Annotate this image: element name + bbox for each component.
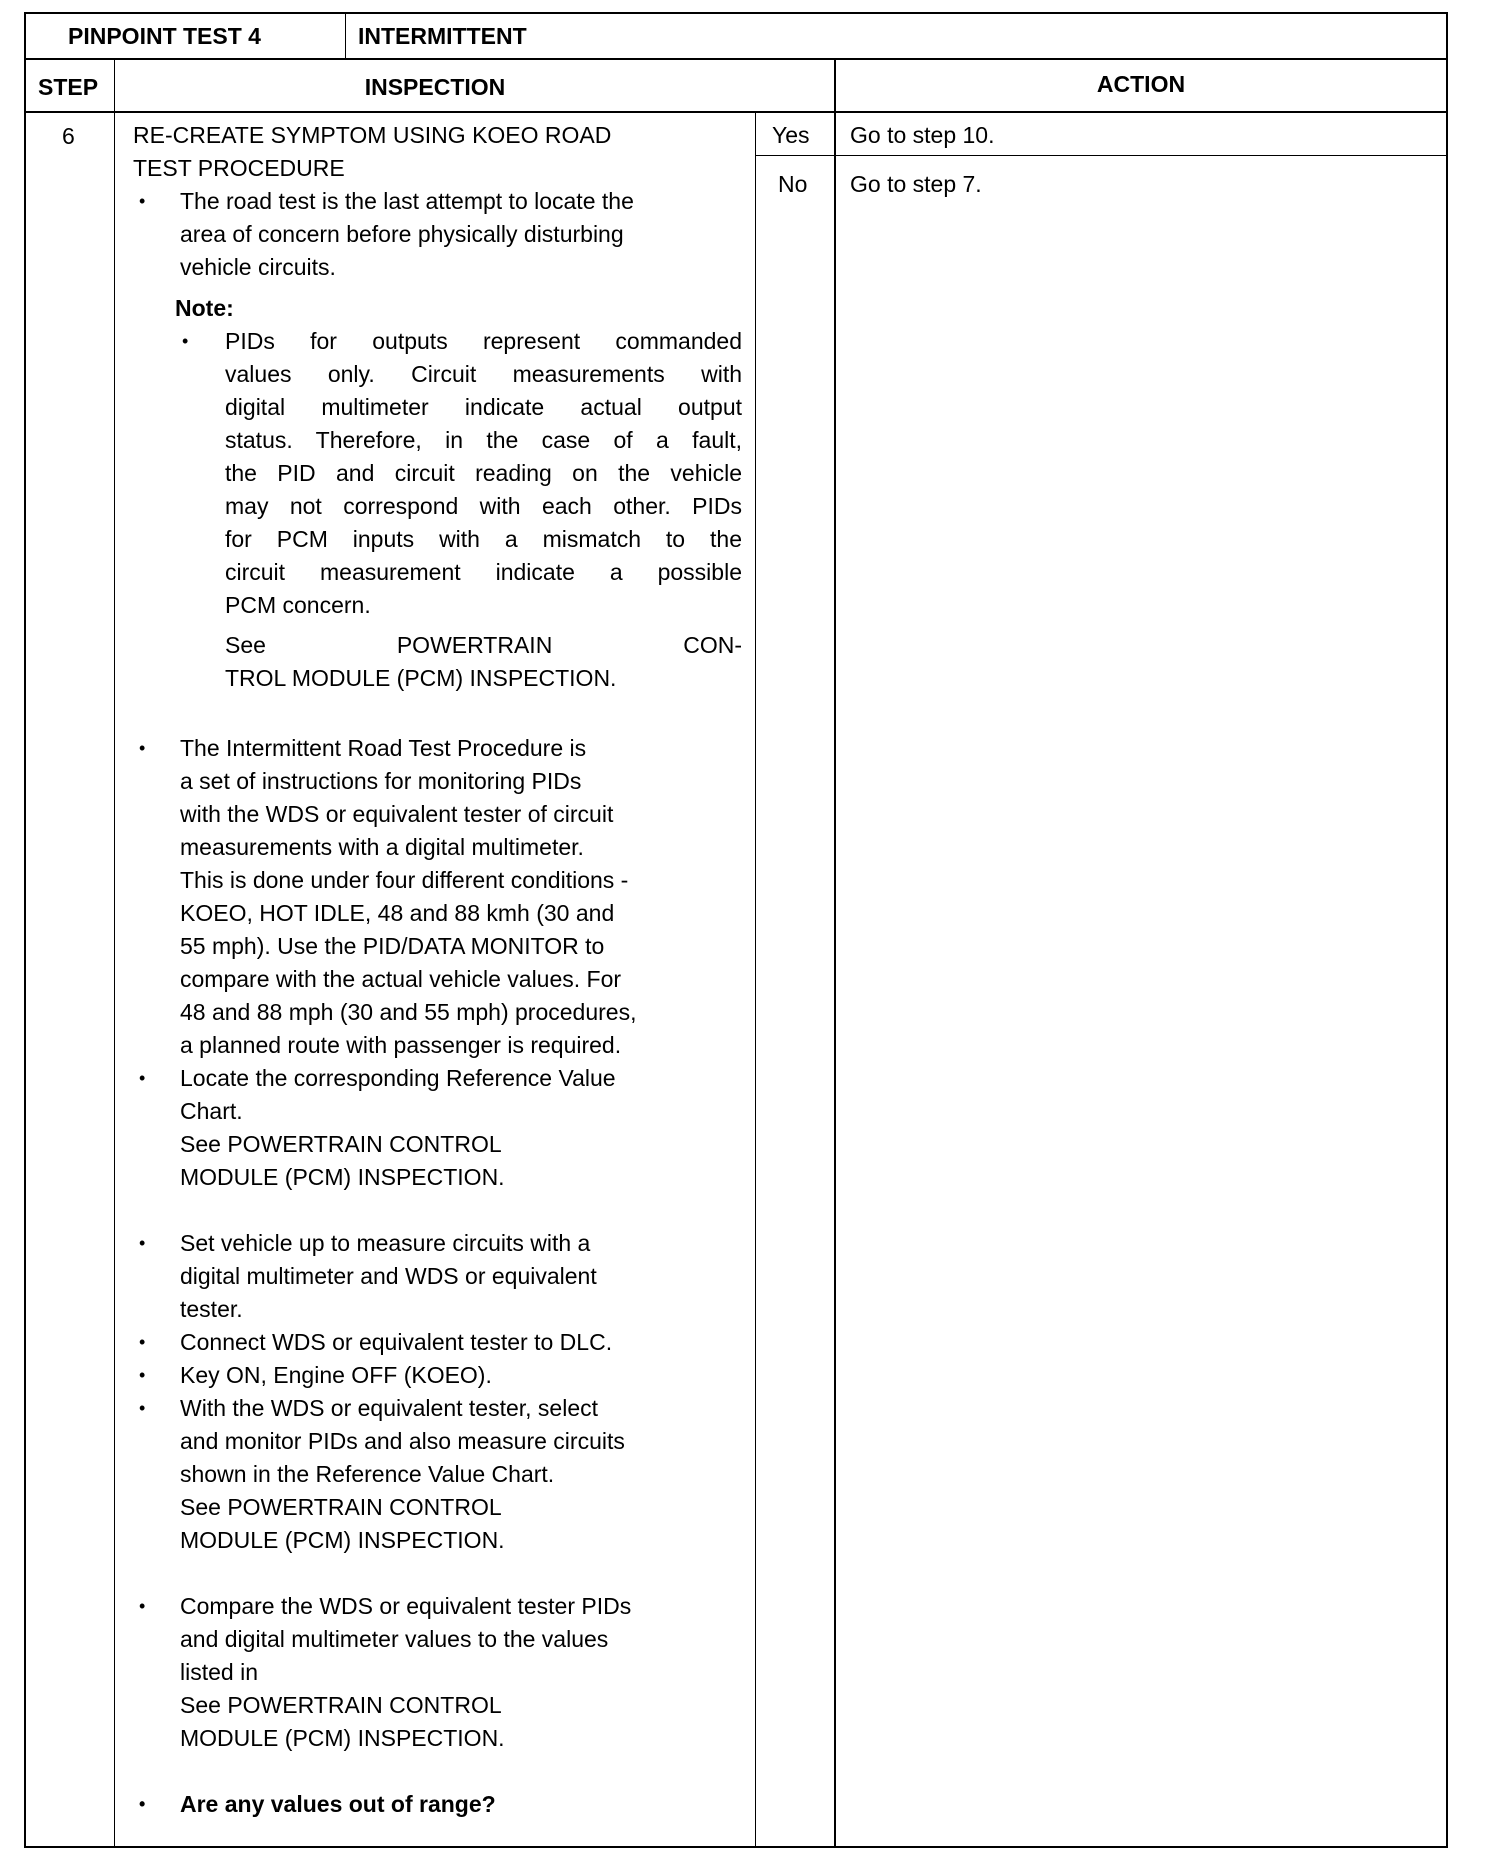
text-line: PCM concern. [225, 592, 371, 618]
text-line: Locate the corresponding Reference Value • [180, 1062, 755, 1095]
border-right [1446, 12, 1448, 1848]
spacer [115, 1557, 755, 1590]
divider-yesno [755, 112, 756, 1848]
bullet-icon: • [139, 1233, 146, 1253]
no-label: No [778, 171, 808, 197]
text-line: The road test is the last attempt to locate the • [180, 185, 755, 218]
bullet-icon: • [139, 738, 146, 758]
divider-yes-row [755, 155, 1448, 156]
text-line: With the WDS or equivalent tester, select • [180, 1392, 755, 1425]
bullet-icon: • [139, 1365, 146, 1385]
inspection-bullet [115, 1788, 755, 1821]
inspection-content [115, 119, 755, 1821]
inspection-bullet [115, 1392, 755, 1557]
text-line: may not correspond with each other. PIDs [225, 493, 742, 519]
test-number: PINPOINT TEST 4 [68, 23, 261, 49]
text-line: 55 mph). Use the PID/DATA MONITOR to [180, 933, 605, 959]
text-line: 48 and 88 mph (30 and 55 mph) procedures, [180, 999, 637, 1025]
inspection-bullet [115, 1359, 755, 1392]
text-line: digital multimeter indicate actual output [225, 394, 742, 420]
note-heading [115, 292, 755, 325]
spacer [115, 695, 755, 732]
text-line: and digital multimeter values to the values [180, 1626, 609, 1652]
text-line: Are any values out of range? • [180, 1788, 755, 1821]
step-title [115, 119, 755, 185]
inspection-bullet [115, 1590, 755, 1755]
border-left [24, 12, 26, 1848]
step-number: 6 [62, 123, 75, 149]
bullet-icon: • [182, 331, 189, 351]
text-line: vehicle circuits. [180, 254, 336, 280]
inspection-subbullet [115, 325, 755, 622]
bullet-icon: • [139, 1068, 146, 1088]
no-action: Go to step 7. [850, 171, 982, 197]
inspection-bullet [115, 1062, 755, 1194]
text-line: tester. [180, 1296, 243, 1322]
text-line: with the WDS or equivalent tester of circuit [180, 801, 614, 827]
text-line: See POWERTRAIN CON- [225, 632, 742, 658]
inspection-bullet [115, 1227, 755, 1326]
bullet-icon: • [139, 1596, 146, 1616]
divider-columns [24, 111, 1448, 113]
border-top [24, 12, 1448, 14]
divider-action [834, 58, 836, 1848]
text-line: TROL MODULE (PCM) INSPECTION. [225, 665, 617, 691]
text-line: for PCM inputs with a mismatch to the [225, 526, 742, 552]
text-line: area of concern before physically disturbing [180, 221, 624, 247]
column-inspection: INSPECTION [364, 74, 506, 100]
text-line: Connect WDS or equivalent tester to DLC. • [180, 1326, 755, 1359]
text-line: compare with the actual vehicle values. For [180, 966, 622, 992]
divider-title [345, 12, 346, 59]
text-line: Note: [175, 295, 234, 321]
text-line: MODULE (PCM) INSPECTION. [180, 1527, 505, 1553]
inspection-bullet [115, 732, 755, 1062]
text-line: Set vehicle up to measure circuits with a • [180, 1227, 755, 1260]
inspection-bullet [115, 185, 755, 284]
spacer [115, 622, 755, 629]
text-line: values only. Circuit measurements with [225, 361, 742, 387]
text-line: RE-CREATE SYMPTOM USING KOEO ROAD [133, 122, 612, 148]
yes-label: Yes [772, 122, 810, 148]
inspection-bullet [115, 1326, 755, 1359]
text-line: digital multimeter and WDS or equivalent [180, 1263, 597, 1289]
text-line: MODULE (PCM) INSPECTION. [180, 1725, 505, 1751]
spacer [115, 284, 755, 292]
text-line: This is done under four different conditions - [180, 867, 629, 893]
spacer [115, 1755, 755, 1788]
text-line: See POWERTRAIN CONTROL [180, 1131, 502, 1157]
text-line: The Intermittent Road Test Procedure is • [180, 732, 755, 765]
text-line: a planned route with passenger is required. [180, 1032, 622, 1058]
text-line: KOEO, HOT IDLE, 48 and 88 kmh (30 and [180, 900, 615, 926]
text-line: PIDs for outputs represent commanded • [225, 325, 742, 358]
column-step: STEP [38, 74, 99, 100]
divider-header [24, 58, 1448, 60]
text-line: measurements with a digital multimeter. [180, 834, 584, 860]
text-line: Compare the WDS or equivalent tester PIDs • [180, 1590, 755, 1623]
spacer [115, 1194, 755, 1227]
text-line: Key ON, Engine OFF (KOEO). • [180, 1359, 755, 1392]
text-line: TEST PROCEDURE [133, 155, 345, 181]
text-line: Chart. [180, 1098, 243, 1124]
text-line: a set of instructions for monitoring PIDs [180, 768, 582, 794]
text-line: listed in [180, 1659, 258, 1685]
column-action: ACTION [1096, 71, 1186, 97]
test-name: INTERMITTENT [358, 23, 527, 49]
border-bottom [24, 1846, 1448, 1848]
text-line: MODULE (PCM) INSPECTION. [180, 1164, 505, 1190]
text-line: shown in the Reference Value Chart. [180, 1461, 555, 1487]
bullet-icon: • [139, 1794, 146, 1814]
text-line: See POWERTRAIN CONTROL [180, 1494, 502, 1520]
inspection-subtext [115, 629, 755, 695]
text-line: the PID and circuit reading on the vehicle [225, 460, 742, 486]
bullet-icon: • [139, 1332, 146, 1352]
bullet-icon: • [139, 1398, 146, 1418]
text-line: See POWERTRAIN CONTROL [180, 1692, 502, 1718]
bullet-icon: • [139, 191, 146, 211]
yes-action: Go to step 10. [850, 122, 995, 148]
text-line: circuit measurement indicate a possible [225, 559, 742, 585]
text-line: and monitor PIDs and also measure circuits [180, 1428, 625, 1454]
text-line: status. Therefore, in the case of a fault, [225, 427, 742, 453]
